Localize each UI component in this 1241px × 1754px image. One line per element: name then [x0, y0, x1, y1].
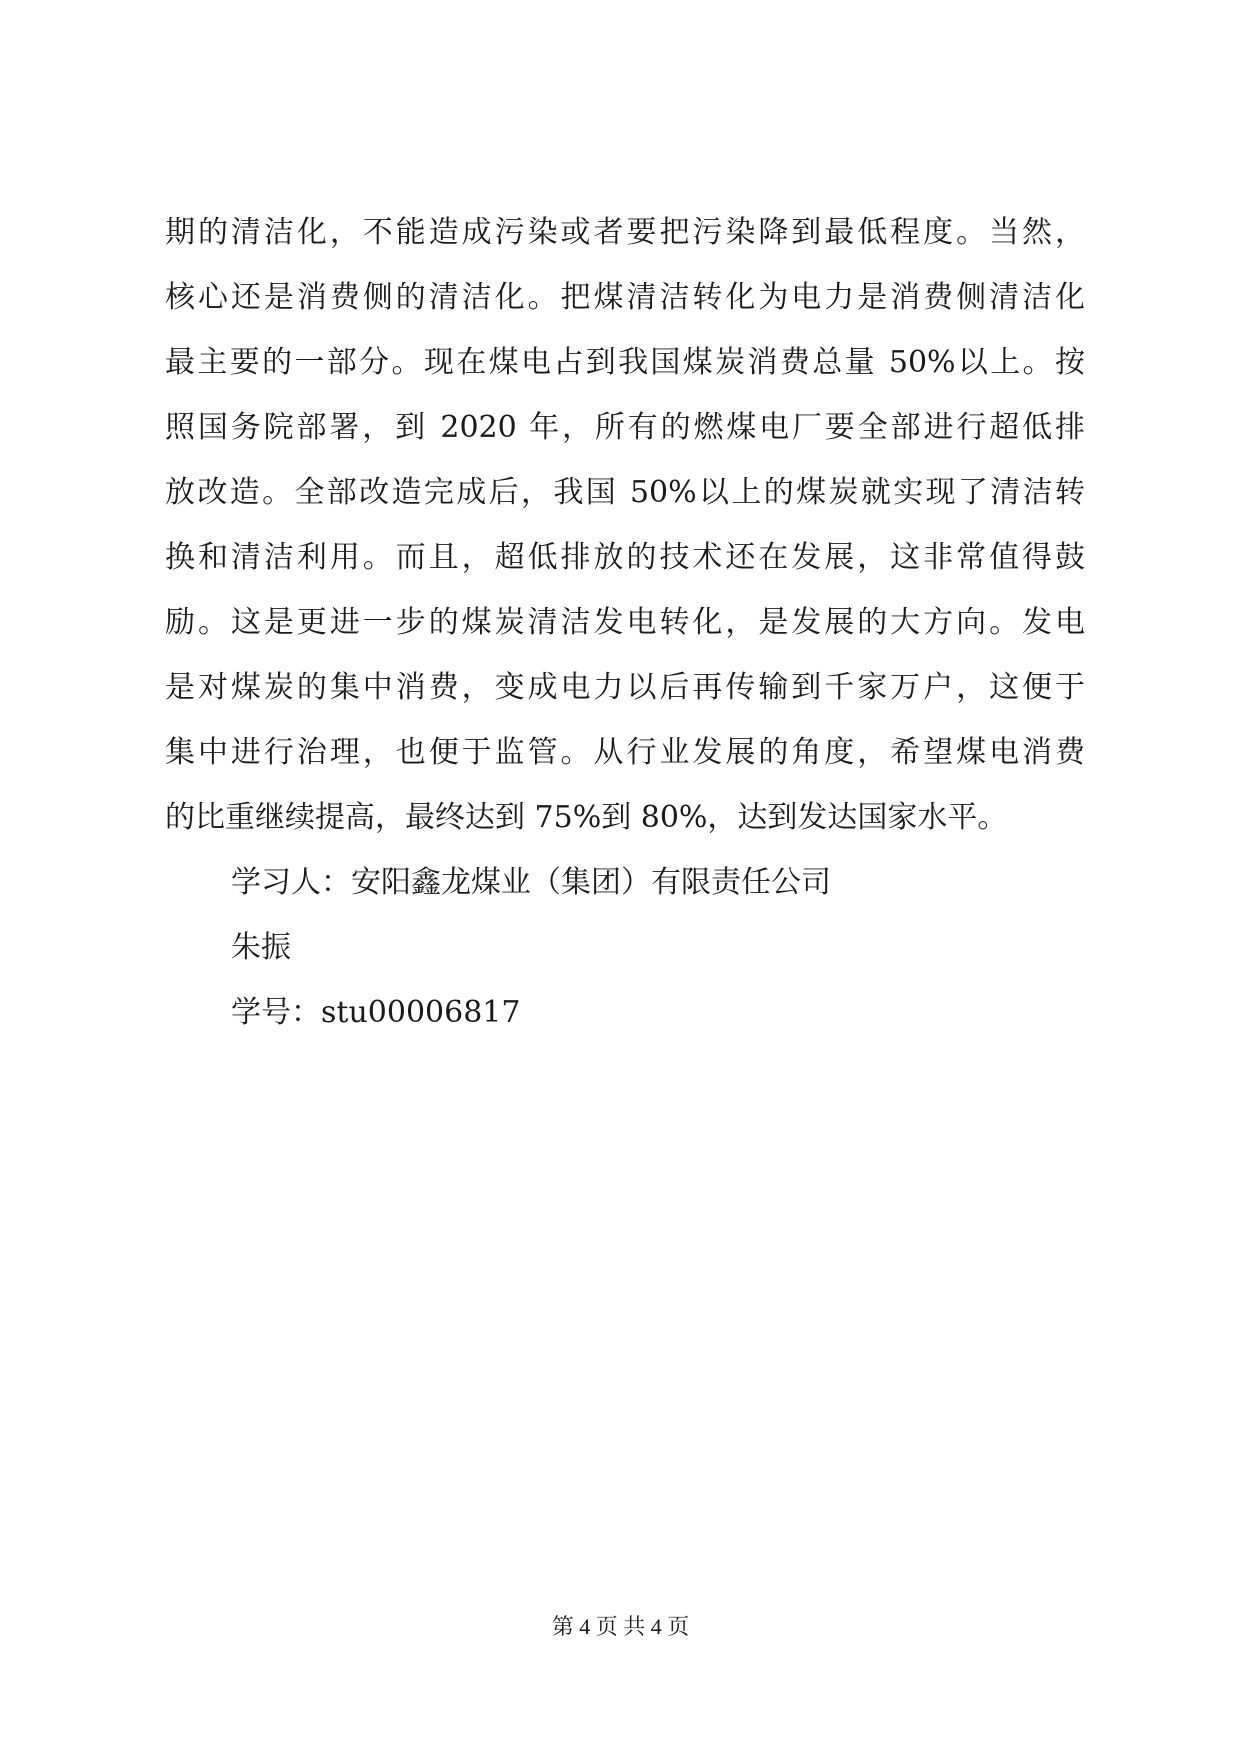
learner-line: 学习人：安阳鑫龙煤业（集团）有限责任公司: [231, 865, 831, 900]
paragraph-line-5: 放改造。全部改造完成后，我国 50%以上的煤炭就实现了清洁转: [165, 475, 1085, 510]
student-id-line: 学号：stu00006817: [231, 995, 521, 1030]
paragraph-line-9: 集中进行治理，也便于监管。从行业发展的角度，希望煤电消费: [165, 735, 1085, 770]
paragraph-line-10: 的比重继续提高，最终达到 75%到 80%，达到发达国家水平。: [165, 800, 1008, 835]
paragraph-line-3: 最主要的一部分。现在煤电占到我国煤炭消费总量 50%以上。按: [165, 345, 1085, 380]
paragraph-line-6: 换和清洁利用。而且，超低排放的技术还在发展，这非常值得鼓: [165, 540, 1085, 575]
paragraph-line-8: 是对煤炭的集中消费，变成电力以后再传输到千家万户，这便于: [165, 670, 1085, 705]
paragraph-line-1: 期的清洁化，不能造成污染或者要把污染降到最低程度。当然，: [165, 215, 1085, 250]
paragraph-line-7: 励。这是更进一步的煤炭清洁发电转化，是发展的大方向。发电: [165, 605, 1085, 640]
body-text: [165, 200, 1085, 1045]
name-line: 朱振: [231, 930, 291, 965]
paragraph-line-2: 核心还是消费侧的清洁化。把煤清洁转化为电力是消费侧清洁化: [165, 280, 1085, 315]
paragraph-line-4: 照国务院部署，到 2020 年，所有的燃煤电厂要全部进行超低排: [165, 410, 1085, 445]
page-number-footer: 第 4 页 共 4 页: [551, 1614, 690, 1639]
